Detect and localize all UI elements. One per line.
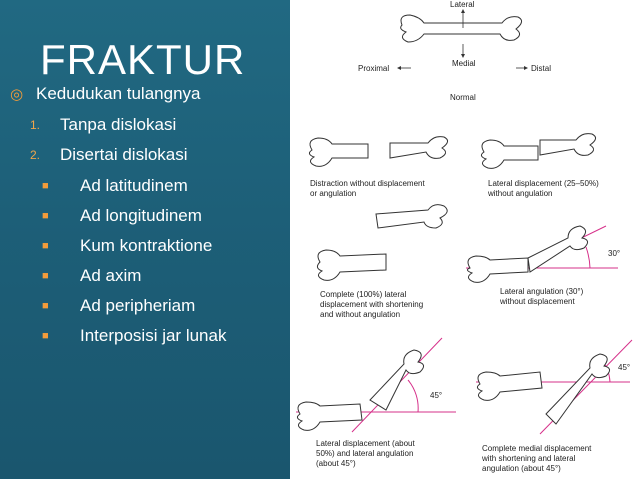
- label-30-degree: 30°: [608, 249, 621, 258]
- lateral-displacement-diagram: [481, 134, 595, 169]
- label-medial: Medial: [452, 59, 476, 68]
- distal-arrowhead-icon: [524, 66, 528, 70]
- sub-item-text: Ad axim: [80, 266, 142, 285]
- caption-lateral-displacement-1: Lateral displacement (25–50%): [488, 179, 599, 188]
- square-bullet-icon: ■: [42, 300, 49, 312]
- caption-medial-3: angulation (about 45°): [482, 464, 561, 473]
- caption-lateral-angulation-1: Lateral angulation (30°): [500, 287, 584, 296]
- square-bullet-icon: ■: [42, 330, 49, 342]
- item-number: 2.: [30, 148, 41, 162]
- sub-item-text: Interposisi jar lunak: [80, 326, 227, 345]
- normal-bone: [401, 15, 522, 42]
- square-bullet-icon: ■: [42, 210, 49, 222]
- top-bullet-text: Kedudukan tulangnya: [36, 84, 201, 103]
- sub-item: [42, 176, 188, 196]
- caption-complete-1: Complete (100%) lateral: [320, 290, 407, 299]
- caption-lateral-displacement-angulation-1: Lateral displacement (about: [316, 439, 415, 448]
- caption-medial-2: with shortening and lateral: [482, 454, 576, 463]
- proximal-arrowhead-icon: [397, 66, 401, 70]
- caption-complete-2: displacement with shortening: [320, 300, 424, 309]
- label-proximal: Proximal: [358, 64, 390, 73]
- angle-arc: [586, 247, 590, 268]
- top-bullet: [10, 84, 200, 104]
- sub-item: [42, 326, 226, 346]
- fracture-figure-panel: [290, 0, 638, 479]
- label-normal: Normal: [450, 93, 476, 102]
- label-45-degree-right: 45°: [618, 363, 631, 372]
- caption-complete-3: and without angulation: [320, 310, 401, 319]
- sub-item-text: Ad longitudinem: [80, 206, 202, 225]
- slide-text-panel: [0, 0, 290, 479]
- sub-item: [42, 296, 195, 316]
- fracture-displacement-diagram: [290, 0, 638, 479]
- caption-distraction-1: Distraction without displacement: [310, 179, 425, 188]
- caption-lateral-displacement-angulation-2: 50%) and lateral angulation: [316, 449, 414, 458]
- caption-lateral-angulation-2: without displacement: [500, 297, 575, 306]
- sub-item-text: Kum kontraktione: [80, 236, 213, 255]
- sub-item: [42, 206, 202, 226]
- caption-medial-1: Complete medial displacement: [482, 444, 592, 453]
- square-bullet-icon: ■: [42, 180, 49, 192]
- item-text: Disertai dislokasi: [60, 145, 188, 164]
- sub-item-text: Ad latitudinem: [80, 176, 188, 195]
- slide-title: FRAKTUR: [40, 36, 246, 83]
- sub-item: [42, 236, 212, 256]
- sub-item: [42, 266, 141, 286]
- medial-displacement-diagram: [476, 340, 632, 434]
- circle-bullet-icon: ◎: [10, 86, 24, 103]
- item-text: Tanpa dislokasi: [60, 115, 177, 134]
- medial-arrowhead-icon: [461, 54, 465, 58]
- square-bullet-icon: ■: [42, 270, 49, 282]
- square-bullet-icon: ■: [42, 240, 49, 252]
- numbered-item: [30, 115, 176, 135]
- lateral-displacement-angulation-diagram: [296, 338, 456, 432]
- item-number: 1.: [30, 118, 41, 132]
- caption-lateral-displacement-angulation-3: (about 45°): [316, 459, 356, 468]
- label-lateral: Lateral: [450, 0, 475, 9]
- label-distal: Distal: [531, 64, 552, 73]
- sub-item-text: Ad peripheriam: [80, 296, 196, 315]
- complete-displacement-diagram: [317, 205, 447, 281]
- caption-distraction-2: or angulation: [310, 189, 357, 198]
- lateral-angulation-diagram: [466, 226, 621, 282]
- angle-arc: [408, 380, 418, 412]
- numbered-item: [30, 145, 188, 165]
- lateral-arrowhead-icon: [461, 9, 465, 13]
- distraction-diagram: [309, 137, 447, 167]
- caption-lateral-displacement-2: without angulation: [488, 189, 553, 198]
- label-45-degree-left: 45°: [430, 391, 443, 400]
